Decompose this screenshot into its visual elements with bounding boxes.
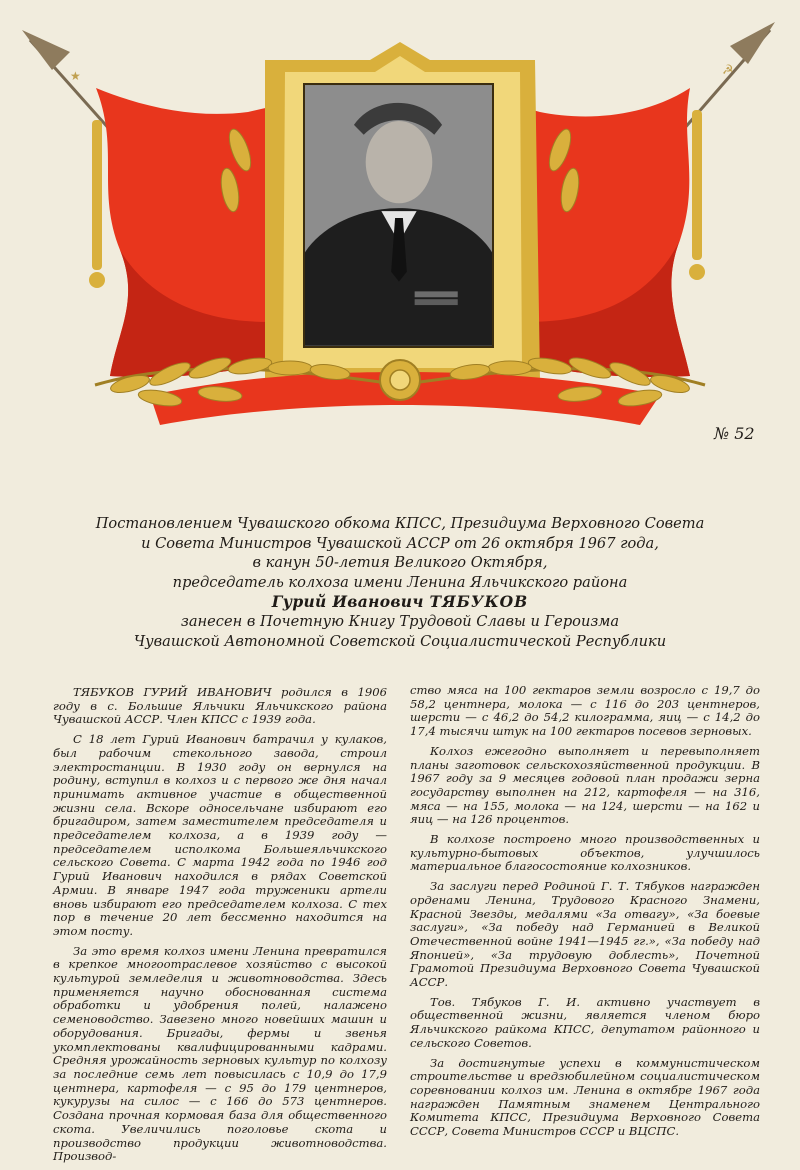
- rosette-icon: [380, 360, 420, 400]
- heading-line: Чувашской Автономной Советской Социалистической Республики: [133, 632, 667, 650]
- portrait-photo: [303, 83, 494, 348]
- hammer-sickle-icon: ☭: [722, 63, 734, 78]
- left-tassel-knob: [89, 272, 105, 288]
- paragraph: За достигнутые успехи в коммунистическом строительстве и вредзюбилейном социалистическом соревновании колхоз им. Ленина в октябре 1967 года награжден Памятным знаменем Центрального Комитета КПСС, Президиума Верховного Совета СССР, Совета Министров СССР и ВЦСПС.: [410, 1055, 760, 1139]
- left-pole-spearhead: [22, 30, 70, 70]
- paragraph: За это время колхоз имени Ленина превратился в крепкое многоотраслевое хозяйство с высокой культурой земледелия и животноводства. Здесь применяется научно обоснованная система обработки и удобрения полей, налажено семеноводство. Завезено много новейших машин и оборудования. Бригады, фермы и звенья укомплектованы квалифицированными кадрами. Средняя урожайность зерновых культур по колхозу за последние семь лет повысилась с 10,9 до 17,9 центнера, картофеля — с 95 до 179 центнеров, кукурузы на силос — с 166 до 573 центнеров. Создана прочная кормовая база для общественного скота. Увеличились поголовье скота и производство продукции животноводства. Производ-: [53, 943, 387, 1164]
- heading-line: и Совета Министров Чувашской АССР от 26 октября 1967 года,: [141, 534, 659, 552]
- heading-block: [60, 514, 740, 651]
- honoree-surname: ТЯБУКОВ: [429, 592, 529, 612]
- left-tassel: [92, 120, 102, 270]
- paragraph: С 18 лет Гурий Иванович батрачил у кулаков, был рабочим стекольного завода, строил электростанции. В 1930 году он вернулся на родину, вступил в колхоз и с первого же дня начал принимать активное участие в общественной жизни села. Вскоре односельчане избирают его бригадиром, затем заместителем председателя и председателем колхоза, а в 1939 году — председателем исполкома Большеяльчикского сельского Совета. С марта 1942 года по 1946 год Гурий Иванович находился в рядах Советской Армии. В январе 1947 года труженики артели вновь избирают его председателем колхоза. С тех пор в течение 20 лет бессменно находится на этом посту.: [53, 732, 387, 938]
- portrait-figure: [305, 85, 492, 346]
- right-column: [410, 684, 760, 1145]
- right-tassel-knob: [689, 264, 705, 280]
- honoree-name: [60, 592, 740, 612]
- honoree-given-name: Гурий Иванович: [271, 592, 424, 612]
- paragraph: Тов. Тябуков Г. И. активно участвует в общественной жизни, является членом бюро Яльчикского райкома КПСС, депутатом районного и сельского Советов.: [410, 994, 760, 1050]
- heading-line: занесен в Почетную Книгу Трудовой Славы и Героизма: [180, 612, 620, 630]
- paragraph: Колхоз ежегодно выполняет и перевыполняет планы заготовок сельскохозяйственной продукции. В 1967 году за 9 месяцев годовой план продажи зерна государству выполнен на 212, картофеля — на 316, мяса — на 155, молока — на 124, шерсти — на 162 и яиц — на 126 процентов.: [410, 743, 760, 827]
- paragraph: ТЯБУКОВ ГУРИЙ ИВАНОВИЧ родился в 1906 году в с. Большие Яльчики Яльчикского района Чувашской АССР. Член КПСС с 1939 года.: [53, 685, 387, 727]
- right-tassel: [692, 110, 702, 260]
- paragraph: ство мяса на 100 гектаров земли возросло с 19,7 до 58,2 центнера, молока — с 116 до 203 центнеров, шерсти — с 46,2 до 54,2 килограмма, яиц — с 14,2 до 17,4 тысячи штук на 100 гектаров посевов зерновых.: [410, 683, 760, 739]
- heading-line: в канун 50-летия Великого Октября,: [252, 554, 548, 572]
- document-number: № 52: [714, 424, 755, 443]
- heading-line: председатель колхоза имени Ленина Яльчикского района: [172, 573, 628, 591]
- left-column: [53, 686, 387, 1170]
- right-pole-spearhead: [730, 22, 775, 64]
- heading-line: Постановлением Чувашского обкома КПСС, Президиума Верховного Совета: [95, 515, 705, 532]
- paragraph: В колхозе построено много производственных и культурно-бытовых объектов, улучшилось материальное благосостояние колхозников.: [410, 832, 760, 874]
- star-icon: ★: [70, 69, 81, 83]
- paragraph: За заслуги перед Родиной Г. Т. Тябуков награжден орденами Ленина, Трудового Красного Знамени, Красной Звезды, медалями «За отвагу», «За боевые заслуги», «За победу над Германией в Великой Отечественной войне 1941—1945 гг.», «За победу над Японией», «За трудовую доблесть», Почетной Грамотой Президиума Верховного Совета Чувашской АССР.: [410, 879, 760, 990]
